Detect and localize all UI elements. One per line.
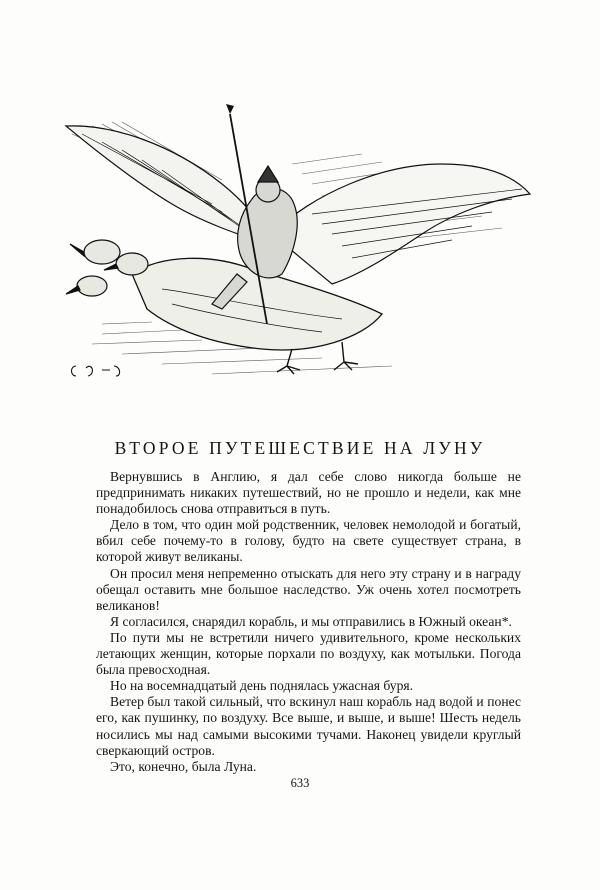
paragraph: Я согласился, снарядил корабль, и мы отправились в Южный океан*. — [110, 613, 512, 629]
chapter-title: ВТОРОЕ ПУТЕШЕСТВИЕ НА ЛУНУ — [114, 438, 486, 458]
bird-rider-engraving — [62, 104, 532, 394]
paragraph: Дело в том, что один мой родственник, человек немолодой и богатый, вбил себе почему-то в голову, будто на свете существует страна, в которой живут великаны. — [96, 517, 521, 565]
bird-wing-right — [272, 164, 530, 284]
bird-heads — [66, 240, 148, 296]
paragraph: Это, конечно, была Луна. — [110, 758, 257, 774]
page-number: 633 — [290, 776, 310, 790]
paragraph: Но на восемнадцатый день поднялась ужасная буря. — [110, 678, 414, 694]
bird-wing-left — [66, 126, 267, 244]
signature-mark — [72, 366, 120, 376]
chapter-body — [96, 469, 521, 775]
spear-tip — [226, 104, 234, 114]
paragraph: Он просил меня непременно отыскать для него эту страну и в награду обещал оставить мне большое наследство. Уж очень хотел посмотреть великанов! — [96, 565, 521, 613]
paragraph: По пути мы не встретили ничего удивительного, кроме нескольких летающих женщин, которые порхали по воздуху, как мотыльки. Погода была превосходная. — [96, 629, 521, 678]
paragraph: Ветер был такой сильный, что вскинул наш корабль над водой и понес его, как пушинку, по воздуху. Все выше, и выше, и выше! Шесть недель носились мы над самыми высокими тучами. Наконец увидели круглый сверкающий остров. — [96, 694, 521, 758]
paragraph: Вернувшись в Англию, я дал себе слово никогда больше не предпринимать никаких путешествий, но не прошло и недели, как мне понадобилось снова отправиться в путь. — [96, 469, 521, 517]
